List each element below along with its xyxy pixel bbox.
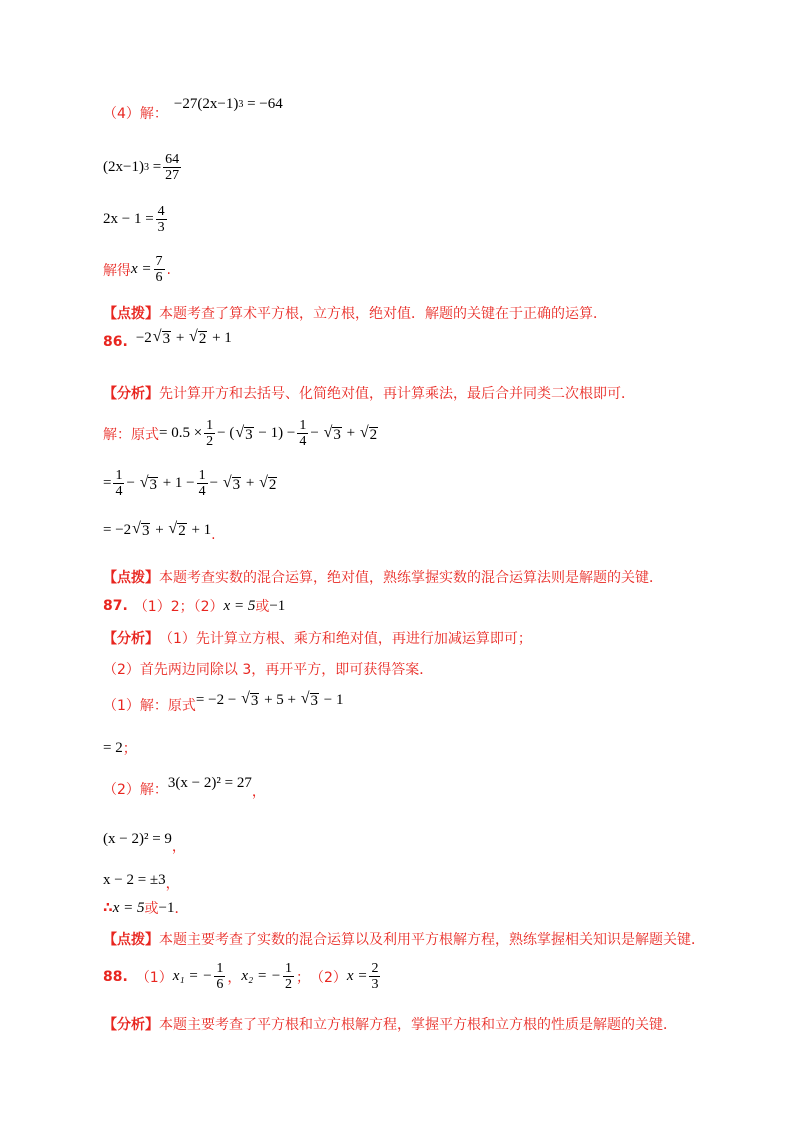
- p4-result-suffix: .: [166, 261, 171, 278]
- q87-s2-label: （2）解：: [103, 782, 168, 798]
- q87-s1-line2: [103, 738, 137, 758]
- q87-number: 87.: [103, 598, 128, 614]
- q87-answer-or: 或: [255, 599, 270, 615]
- q88-x1: x₁ = −: [172, 968, 213, 984]
- p4-line3: [103, 204, 169, 235]
- q86-sol-label: 解：原式: [103, 426, 159, 443]
- q86-header: [103, 328, 232, 350]
- q88-a2: （2）: [309, 969, 347, 986]
- q87-note: [103, 929, 705, 949]
- q88-x2: x₂ = −: [241, 968, 281, 984]
- p4-result: [103, 254, 171, 285]
- p4-eq2-exp: 3: [143, 162, 149, 173]
- q86-analysis-text: 先计算开方和去括号、化简绝对值，再计算乘法，最后合并同类二次根即可．: [159, 386, 635, 402]
- p4-result-var: x =: [131, 261, 152, 277]
- q87-s2-eq4b: −1: [158, 899, 175, 916]
- q87-header: [103, 596, 285, 616]
- q88-analysis-tag: 【分析】: [103, 1017, 159, 1033]
- q88-a1: （1）: [135, 969, 173, 986]
- q86-note-text: 本题考查实数的混合运算，绝对值，熟练掌握实数的混合运算法则是解题的关键．: [159, 570, 663, 586]
- q87-analysis2: [103, 659, 433, 679]
- q87-s2-eq1: 3(x − 2)² = 27: [167, 774, 252, 791]
- p4-eq2-left: (2x−1): [103, 159, 144, 175]
- q87-s1-result: = 2: [103, 739, 123, 756]
- q87-s2-eq4a: x = 5: [112, 899, 145, 916]
- q88-x3: x =: [346, 968, 368, 984]
- q87-s1-punct: ；: [122, 741, 137, 757]
- p4-eq3-left: 2x − 1 =: [103, 211, 154, 227]
- q87-answer-math2: −1: [269, 597, 286, 614]
- q88-analysis: [103, 1014, 677, 1034]
- p4-line2: (2x−1) 3 = $\frac{64}{27}$: [103, 152, 180, 183]
- q86-analysis-tag: 【分析】: [103, 386, 159, 402]
- p4-note-tag: 【点拨】: [103, 306, 159, 322]
- q87-answer-part1: （1）2；（2）: [133, 599, 224, 615]
- p4-eq3-frac: $\frac{4}{3}$: [157, 204, 165, 235]
- q88-x3-frac: $\frac{2}{3}$: [371, 961, 379, 992]
- q86-analysis: [103, 383, 635, 403]
- q87-answer-math: x = 5: [223, 597, 256, 614]
- q88-header: 88. （1） x₁ = − $\frac{1}{6}$ ， x₂ = − $\frac{1}{2}$ ； （2） x = $\frac{2}{3}$: [103, 961, 379, 992]
- therefore-symbol: ∴: [103, 900, 113, 916]
- p4-label: （4）解：: [103, 106, 168, 122]
- q87-analysis1: [103, 628, 532, 648]
- q87-s1-line1: （1）解：原式 = −2 − √ 3 + 5 + √ 3 − 1: [103, 690, 344, 714]
- p4-eq2-frac: $\frac{64}{27}$: [165, 152, 180, 183]
- q87-s2-eq2: (x − 2)² = 9: [103, 830, 172, 847]
- q86-sol-line2: = $\frac{1}{4}$ − √ 3 + 1 − $\frac{1}{4}$ − √ 3 + √ 2: [103, 468, 277, 499]
- q87-analysis-tag: 【分析】: [103, 631, 159, 647]
- p4-result-prefix: 解得: [103, 262, 131, 279]
- q88-x2-frac: $\frac{1}{2}$: [284, 961, 292, 992]
- q86-number: 86.: [103, 334, 128, 350]
- q87-s1-label: （1）解：原式: [103, 698, 196, 714]
- q87-s2-line2: (x − 2)² = 9 ，: [103, 830, 186, 855]
- q87-analysis-text1: （1）先计算立方根、乘方和绝对值，再进行加减运算即可；: [159, 631, 532, 647]
- p4-line1: [103, 95, 283, 123]
- p4-eq1-exp: 3: [238, 98, 244, 110]
- p4-note-text: 本题考查了算术平方根，立方根，绝对值．解题的关键在于正确的运算．: [159, 306, 607, 322]
- p4-eq1-left: −27(2x−1): [173, 95, 239, 112]
- q87-s2-line4: ∴ x = 5 或 −1 ．: [103, 899, 189, 917]
- p4-result-frac: $\frac{7}{6}$: [155, 254, 163, 285]
- q86-sol-line3: = −2 √ 3 + √ 2 + 1 .: [103, 520, 216, 543]
- q87-s2-line1: （2）解： 3(x − 2)² = 27 ，: [103, 774, 266, 800]
- q86-sol-line1: 解：原式 = 0.5 × $\frac{1}{2}$ − ( √ 3 − 1) − $\frac{1}{4}$ − √ 3 + √ 2: [103, 418, 378, 449]
- q88-number: 88.: [103, 968, 128, 985]
- q86-answer: −2 √ 3 + √ 2 + 1: [135, 328, 232, 347]
- q87-s2-line3: x − 2 = ±3 ，: [103, 871, 180, 892]
- p4-note: [103, 303, 607, 323]
- q86-note: [103, 567, 663, 587]
- p4-eq1: [174, 96, 283, 113]
- q88-analysis-text: 本题主要考查了平方根和立方根解方程，掌握平方根和立方根的性质是解题的关键．: [159, 1017, 677, 1033]
- q87-analysis-text2: （2）首先两边同除以 3，再开平方，即可获得答案．: [103, 662, 434, 678]
- q87-s2-eq3: x − 2 = ±3: [103, 871, 166, 888]
- q87-note-text: 本题主要考查了实数的混合运算以及利用平方根解方程，熟练掌握相关知识是解题关键．: [159, 932, 705, 948]
- q87-s2-or: 或: [144, 901, 159, 917]
- q87-note-tag: 【点拨】: [103, 932, 159, 948]
- q86-note-tag: 【点拨】: [103, 570, 159, 586]
- p4-eq1-right: = −64: [247, 95, 283, 112]
- q88-x1-frac: $\frac{1}{6}$: [216, 961, 224, 992]
